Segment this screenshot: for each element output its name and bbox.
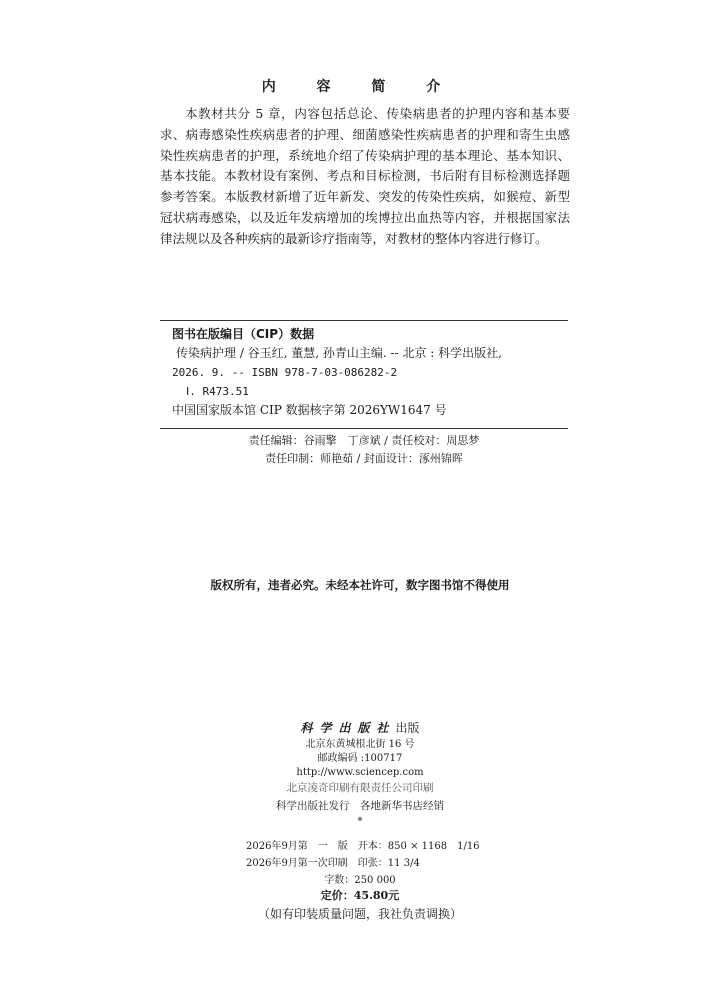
staff-line-editors: 责任编辑：谷雨擎 丁彦斌 / 责任校对：周思梦 <box>248 434 480 447</box>
edition-specs <box>0 838 720 889</box>
quality-note: （如有印装质量问题，我社负责调换） <box>257 907 462 921</box>
separator-star: * <box>357 816 363 827</box>
publisher-line <box>0 718 720 738</box>
price-line: 定价：45.80元 <box>320 889 400 902</box>
cip-line-classification: Ⅰ. R473.51 <box>186 385 249 398</box>
printing-line: 2026年9月第一次印刷 印张：11 3/4 <box>246 858 420 869</box>
publisher-logo: 科学出版社 <box>300 721 396 735</box>
staff-line-production: 责任印制：师艳茹 / 封面设计：涿州锦晖 <box>265 452 463 465</box>
cip-bottom-rule <box>160 428 568 429</box>
copyright-notice: 版权所有，违者必究。未经本社许可，数字图书馆不得使用 <box>210 578 510 592</box>
imprint-block <box>0 718 720 828</box>
cip-heading: 图书在版编目（CIP）数据 <box>172 327 315 341</box>
publisher-postcode: 邮政编码 :100717 <box>317 753 403 764</box>
distribution-line: 科学出版社发行 各地新华书店经销 <box>276 800 444 812</box>
staff-credits <box>160 432 568 468</box>
word-count-line: 字数：250 000 <box>324 875 396 886</box>
intro-section <box>160 104 570 250</box>
cip-line-record-number: 中国国家版本馆 CIP 数据核字第 2026YW1647 号 <box>172 403 447 417</box>
publisher-website: http://www.sciencep.com <box>296 767 424 778</box>
publisher-suffix: 出版 <box>395 721 420 735</box>
cip-block <box>172 325 572 420</box>
intro-paragraph: 本教材共分 5 章，内容包括总论、传染病患者的护理内容和基本要求、病毒感染性疾病患者的护理、细菌感染性疾病患者的护理和寄生虫感染性疾病患者的护理，系统地介绍了传染病护理的基本理论、基本知识、基本技能。本教材设有案例、考点和目标检测，书后附有目标检测选择题参考答案。本版教材新增了近年新发、突发的传染性疾病，如猴痘、新型冠状病毒感染，以及近年发病增加的埃博拉出血热等内容，并根据国家法律法规以及各种疾病的最新诊疗指南等，对教材的整体内容进行修订。 <box>160 106 570 246</box>
cip-line-isbn: 2026. 9. -- ISBN 978-7-03-086282-2 <box>172 366 398 379</box>
publisher-address: 北京东黄城根北街 16 号 <box>305 739 415 750</box>
printer-line: 北京凌奇印刷有限责任公司印刷 <box>286 782 434 794</box>
cip-top-rule <box>160 320 568 321</box>
edition-line: 2026年9月第 一 版 开本：850 × 1168 1/16 <box>246 841 480 852</box>
intro-title: 内 容 简 介 <box>261 79 459 95</box>
cip-line-title: 传染病护理 / 谷玉红, 董慧, 孙青山主编. -- 北京 : 科学出版社, <box>176 346 502 360</box>
